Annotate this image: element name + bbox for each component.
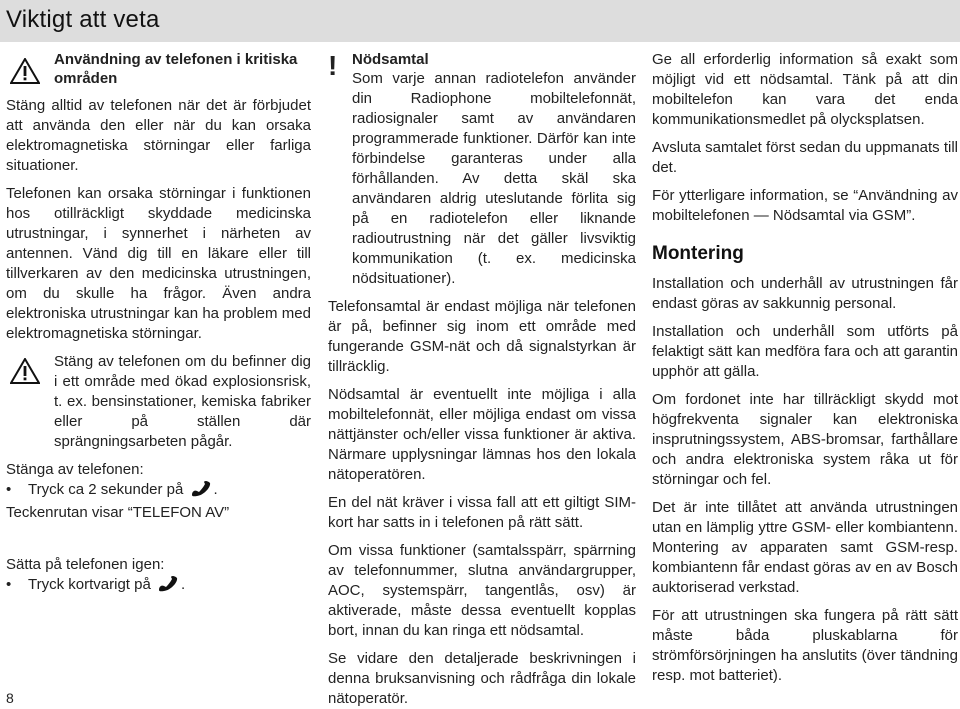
warning-heading: Användning av telefonen i kritiska områden [54, 51, 298, 87]
exclamation-icon: ! [328, 50, 338, 81]
section-heading: Montering [652, 243, 744, 264]
paragraph: Installation och underhåll som utförts på felaktigt sätt kan medföra fara och att garantin upphör att gälla. [652, 323, 958, 380]
paragraph: Ge all erforderlig information så exakt som möjligt vid ett nödsamtal. Tänk på att din mobiltelefon kan vara det enda kommunikationsmedlet på olycksplatsen. [652, 51, 958, 128]
warning-block-explosion [6, 352, 311, 452]
warning-block-critical-areas [6, 50, 311, 88]
paragraph: Om fordonet inte har tillräckligt skydd mot högfrekventa signaler kan elektroniska insprutningssystem, ABS-bromsar, farthållare och andra elektroniska system råka ut för störningar och fel. [652, 391, 958, 488]
punctuation: . [213, 481, 218, 498]
paragraph: Telefonsamtal är endast möjliga när telefonen är på, befinner sig inom ett område med fungerande GSM-nät och då signalstyrkan är tillräcklig. [328, 298, 636, 375]
paragraph: Nödsamtal är eventuellt inte möjliga i alla mobiltelefonnät, eller möjliga endast om vissa nättjänster och/eller vissa funktioner är aktiva. Närmare upplysningar lämnas hos den lokala nätoperatören. [328, 386, 636, 483]
paragraph: Stäng alltid av telefonen när det är förbjudet att använda den eller när du kan orsaka elektromagnetiska störningar eller farliga situationer. [6, 97, 311, 174]
phone-key-icon [157, 576, 179, 598]
paragraph: Om vissa funktioner (samtalsspärr, spärrning av telefonnummer, slutna användargrupper, AOC, systemspärr, tangentlås, osv) är aktiverade, måste dessa eventuellt kopplas bort, innan du kan ringa ett nödsamtal. [328, 542, 636, 639]
paragraph: Se vidare den detaljerade beskrivningen i denna bruksanvisning och rådfråga din lokale nätoperatör. [328, 650, 636, 707]
section-label: Stänga av telefonen: [6, 461, 144, 478]
warning-triangle-icon [10, 358, 40, 390]
notice-heading: Nödsamtal [352, 51, 429, 68]
bullet: • [6, 576, 12, 593]
display-message: Teckenrutan visar “TELEFON AV” [6, 504, 230, 521]
list-item [6, 575, 311, 598]
paragraph: Avsluta samtalet först sedan du uppmanats till det. [652, 139, 958, 176]
column-left [6, 50, 311, 598]
paragraph: Som varje annan radiotelefon använder din Radiophone mobiltelefonnät, radiosignaler samt av användaren programmerade funktioner. Därför kan inte förbindelse garanteras under alla förhållanden. Av detta skäl ska användaren aldrig uteslutande förlita sig på en radiotelefon eller liknande radioutrustning när det gäller livsviktig kommunikation (t. ex. medicinska nödsituationer). [352, 70, 636, 287]
list-item [6, 480, 311, 503]
phone-key-icon [190, 481, 212, 503]
paragraph: Telefonen kan orsaka störningar i funktionen hos otillräckligt skyddade medicinska utrustningar, i synnerhet i närheten av antennen. Vänd dig till en läkare eller till tillverkaren av den medicinska utrustningen, om du skulle ha frågor. Även andra elektroniska utrustningar kan ha problem med elektromagnetiska störningar. [6, 185, 311, 342]
paragraph: Installation och underhåll av utrustningen får endast göras av sakkunnig personal. [652, 275, 958, 312]
warning-text: Stäng av telefonen om du befinner dig i ett område med ökad explosionsrisk, t. ex. bensinstationer, kemiska fabriker eller på ställen där sprängningsarbeten pågår. [54, 353, 311, 450]
paragraph: En del nät kräver i vissa fall att ett giltigt SIM-kort har satts in i telefonen på rätt sätt. [328, 494, 636, 531]
page-title: Viktigt att veta [6, 6, 160, 33]
column-right [652, 50, 958, 686]
page-number: 8 [6, 690, 14, 706]
page-header [0, 0, 960, 42]
list-item-text: Tryck ca 2 sekunder på [28, 481, 184, 498]
section-label: Sätta på telefonen igen: [6, 556, 165, 573]
punctuation: . [180, 576, 186, 593]
bullet: • [6, 481, 12, 498]
warning-triangle-icon [10, 58, 40, 90]
emergency-call-notice [328, 50, 636, 289]
list-item-text: Tryck kortvarigt på [28, 576, 151, 593]
column-middle [328, 50, 636, 709]
paragraph: För att utrustningen ska fungera på rätt sätt måste båda pluskablarna för strömförsörjningen ha anslutits (över tändning resp. mot batteriet). [652, 607, 958, 684]
paragraph: För ytterligare information, se “Användning av mobiltelefonen — Nödsamtal via GSM”. [652, 187, 958, 224]
paragraph: Det är inte tillåtet att använda utrustningen utan en lämplig yttre GSM- eller kombiantenn. Montering av apparaten samt GSM-resp. kombiantenn får endast göras av en av Bosch auktoriserad verkstad. [652, 499, 958, 596]
